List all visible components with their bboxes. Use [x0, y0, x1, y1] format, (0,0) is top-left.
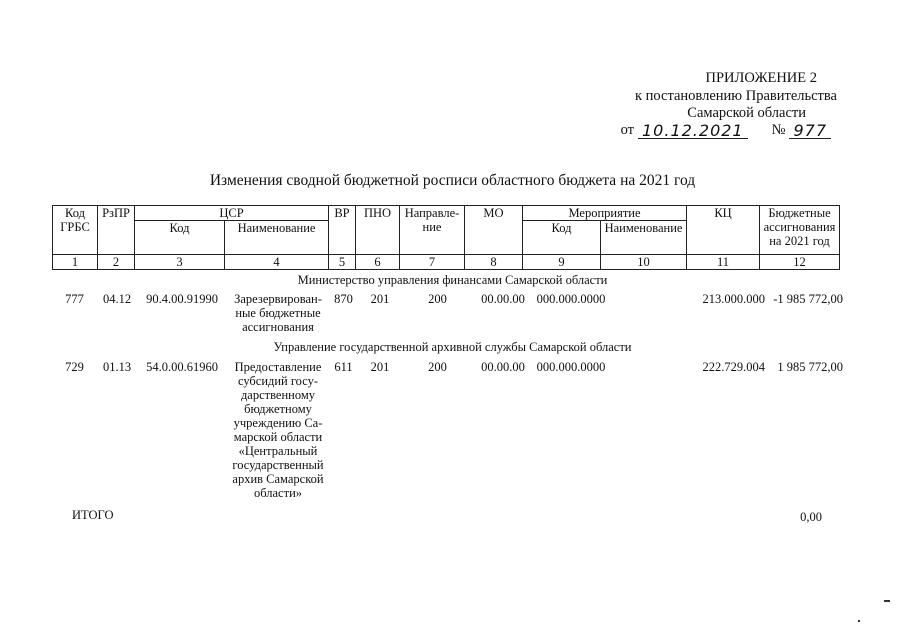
cell-csr-code: 90.4.00.91990 — [146, 292, 218, 306]
cell-mo: 00.00.00 — [481, 360, 525, 374]
section-heading: Управление государственной архивной службы Самарской области — [273, 340, 632, 354]
cell-vr: 870 — [334, 292, 353, 306]
col-event-code: Код — [523, 221, 601, 255]
col-rzpr: РзПР — [98, 206, 135, 255]
cell-kc: 222.729.004 — [702, 360, 765, 374]
cell-pno: 201 — [370, 292, 390, 306]
cell-mo: 00.00.00 — [481, 292, 525, 306]
col-number: 9 — [523, 255, 601, 270]
cell-amount: -1 985 772,00 — [773, 292, 843, 306]
appendix-line-region: Самарской области — [687, 105, 806, 121]
appendix-label: ПРИЛОЖЕНИЕ 2 — [705, 70, 817, 86]
total-label: ИТОГО — [72, 508, 114, 522]
col-number: 3 — [135, 255, 225, 270]
col-number: 7 — [400, 255, 465, 270]
col-number: 4 — [225, 255, 329, 270]
col-number: 10 — [601, 255, 687, 270]
handwritten-date: 10.12.2021 — [638, 123, 748, 139]
col-budget: Бюджетные ассигнования на 2021 год — [760, 206, 840, 255]
cell-direction: 200 — [428, 292, 447, 306]
col-kc: КЦ — [687, 206, 760, 255]
number-label: № — [771, 122, 786, 138]
col-csr-code: Код — [135, 221, 225, 255]
col-event-name: Наименование — [601, 221, 687, 255]
cell-csr-name: Предоставление субсидий госу-дарственному бюджетному учреждению Са-марской области «Центральный государственный архив Самарской области» — [232, 360, 324, 500]
col-csr-name: Наименование — [225, 221, 329, 255]
col-grbs: Код ГРБС — [53, 206, 98, 255]
page-title: Изменения сводной бюджетной росписи областного бюджета на 2021 год — [209, 172, 696, 189]
col-number: 8 — [465, 255, 523, 270]
appendix-line-resolution: к постановлению Правительства — [635, 88, 837, 104]
cell-pno: 201 — [370, 360, 390, 374]
cell-event-code: 000.000.0000 — [536, 292, 606, 306]
handwritten-number: 977 — [789, 123, 831, 139]
cell-grbs: 729 — [65, 360, 84, 374]
col-number: 11 — [687, 255, 760, 270]
col-number: 1 — [53, 255, 98, 270]
date-prefix: от — [620, 122, 634, 138]
cell-csr-name: Зарезервирован-ные бюджетные ассигнования — [234, 292, 322, 334]
col-mo: МО — [465, 206, 523, 255]
cell-event-code: 000.000.0000 — [536, 360, 606, 374]
cell-csr-code: 54.0.00.61960 — [146, 360, 218, 374]
cell-amount: 1 985 772,00 — [777, 360, 843, 374]
col-number: 5 — [329, 255, 356, 270]
col-direction: Направле-ние — [400, 206, 465, 255]
cell-kc: 213.000.000 — [702, 292, 765, 306]
appendix-date-line — [621, 122, 831, 139]
cell-direction: 200 — [428, 360, 447, 374]
column-header-table — [52, 205, 840, 270]
cell-rzpr: 01.13 — [102, 360, 132, 374]
cell-vr: 611 — [334, 360, 353, 374]
total-amount: 0,00 — [800, 510, 822, 524]
col-vr: ВР — [329, 206, 356, 255]
cell-grbs: 777 — [65, 292, 84, 306]
scan-speck — [858, 620, 860, 622]
col-event: Мероприятие — [523, 206, 687, 221]
col-csr: ЦСР — [135, 206, 329, 221]
col-number: 12 — [760, 255, 840, 270]
col-number: 6 — [356, 255, 400, 270]
section-heading: Министерство управления финансами Самарской области — [297, 273, 608, 287]
cell-rzpr: 04.12 — [102, 292, 132, 306]
scan-speck — [884, 600, 890, 602]
col-pno: ПНО — [356, 206, 400, 255]
col-number: 2 — [98, 255, 135, 270]
